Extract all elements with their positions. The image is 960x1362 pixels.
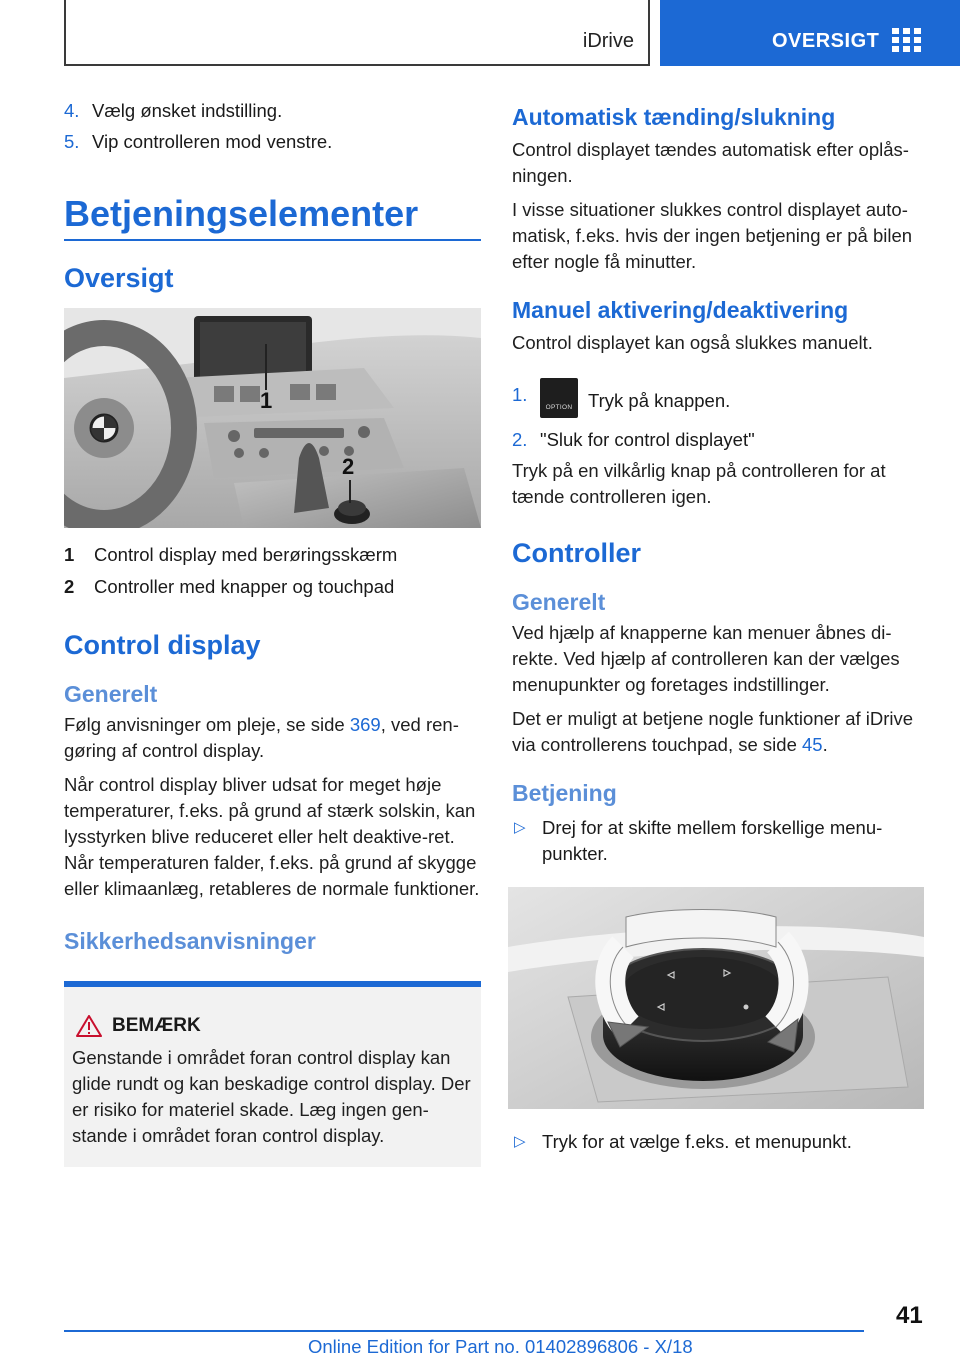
warning-box [64,981,481,1167]
section-title: Betjeningselementer [64,193,481,241]
header-section-box [64,0,650,66]
heading-manual: Manuel aktivering/deaktivering [512,297,849,323]
cockpit-illustration [64,308,481,528]
step-item: 2. "Sluk for control displayet" [512,429,755,450]
footer-divider [64,1330,864,1332]
left-column [64,98,481,1167]
page-number: 41 [896,1302,923,1329]
paragraph: Ved hjælp af knapperne kan menuer åbnes di-rekte. Ved hjælp af controlleren kan der vælges menupunkter og foretages indstillinger. [512,622,900,695]
paragraph: I visse situationer slukkes control displayet auto-matisk, f.eks. hvis der ingen betjening er på bilen efter nogle få minutter. [512,199,913,272]
paragraph: Tryk på en vilkårlig knap på controlleren for at tænde controlleren igen. [512,460,886,507]
controller-illustration [508,887,924,1109]
grid-icon [892,28,922,52]
heading-sikkerhedsanvisninger: Sikkerhedsanvisninger [64,928,316,954]
subsection-title-controller: Controller [512,538,642,568]
header-chapter-tab[interactable] [660,0,960,66]
heading-auto: Automatisk tænding/slukning [512,104,836,130]
header-section-label: iDrive [582,30,634,52]
footer-edition: Online Edition for Part no. 01402896806 - X/18 [308,1336,693,1357]
paragraph: Control displayet tændes automatisk efter oplås-ningen. [512,139,909,186]
heading-betjening: Betjening [512,780,617,806]
callout-1: 1 [260,388,273,413]
header-chapter-label: OVERSIGT [772,30,880,52]
warning-text: Genstande i området foran control display kan glide rundt og kan beskadige control display. Der er risiko for materiel skade. Læg ingen gen-stande i området foran control display. [72,1047,471,1146]
callout-2: 2 [342,454,355,479]
bullet-item: ▷ Tryk for at vælge f.eks. et menupunkt. [514,1131,852,1152]
heading-generelt: Generelt [512,589,606,615]
bullet-item: ▷ Drej for at skifte mellem forskellige menu-punkter. [514,817,883,864]
paragraph: Når control display bliver udsat for meget høje temperaturer, f.eks. på grund af stærk solskin, kan lysstyrken blive reduceret eller helt deaktive-ret. Når temperaturen falder, f.eks. på grund af skygge eller klimaanlæg, retableres de normale funktioner. [64,774,480,899]
option-button-icon: OPTION [540,378,578,418]
warning-icon [76,1015,102,1037]
warning-heading: BEMÆRK [76,1015,471,1037]
legend-item: 2 Controller med knapper og touchpad [64,576,395,597]
subsection-title-oversigt: Oversigt [64,263,174,293]
step-item: 4. Vælg ønsket indstilling. [64,100,283,121]
page-link-45[interactable]: 45 [802,734,823,755]
step-item: 1. OPTION Tryk på knappen. [512,382,928,422]
paragraph: Følg anvisninger om pleje, se side 369, ved ren-gøring af control display. [64,714,459,761]
paragraph: Control displayet kan også slukkes manuelt. [512,332,873,353]
step-item: 5. Vip controlleren mod venstre. [64,131,333,152]
page-link-369[interactable]: 369 [349,714,381,735]
paragraph: Det er muligt at betjene nogle funktioner af iDrive via controllerens touchpad, se side 45. [512,708,914,755]
heading-generelt: Generelt [64,681,158,707]
subsection-title-control-display: Control display [64,630,261,660]
right-column [512,98,928,1155]
legend-item: 1 Control display med berøringsskærm [64,544,398,565]
